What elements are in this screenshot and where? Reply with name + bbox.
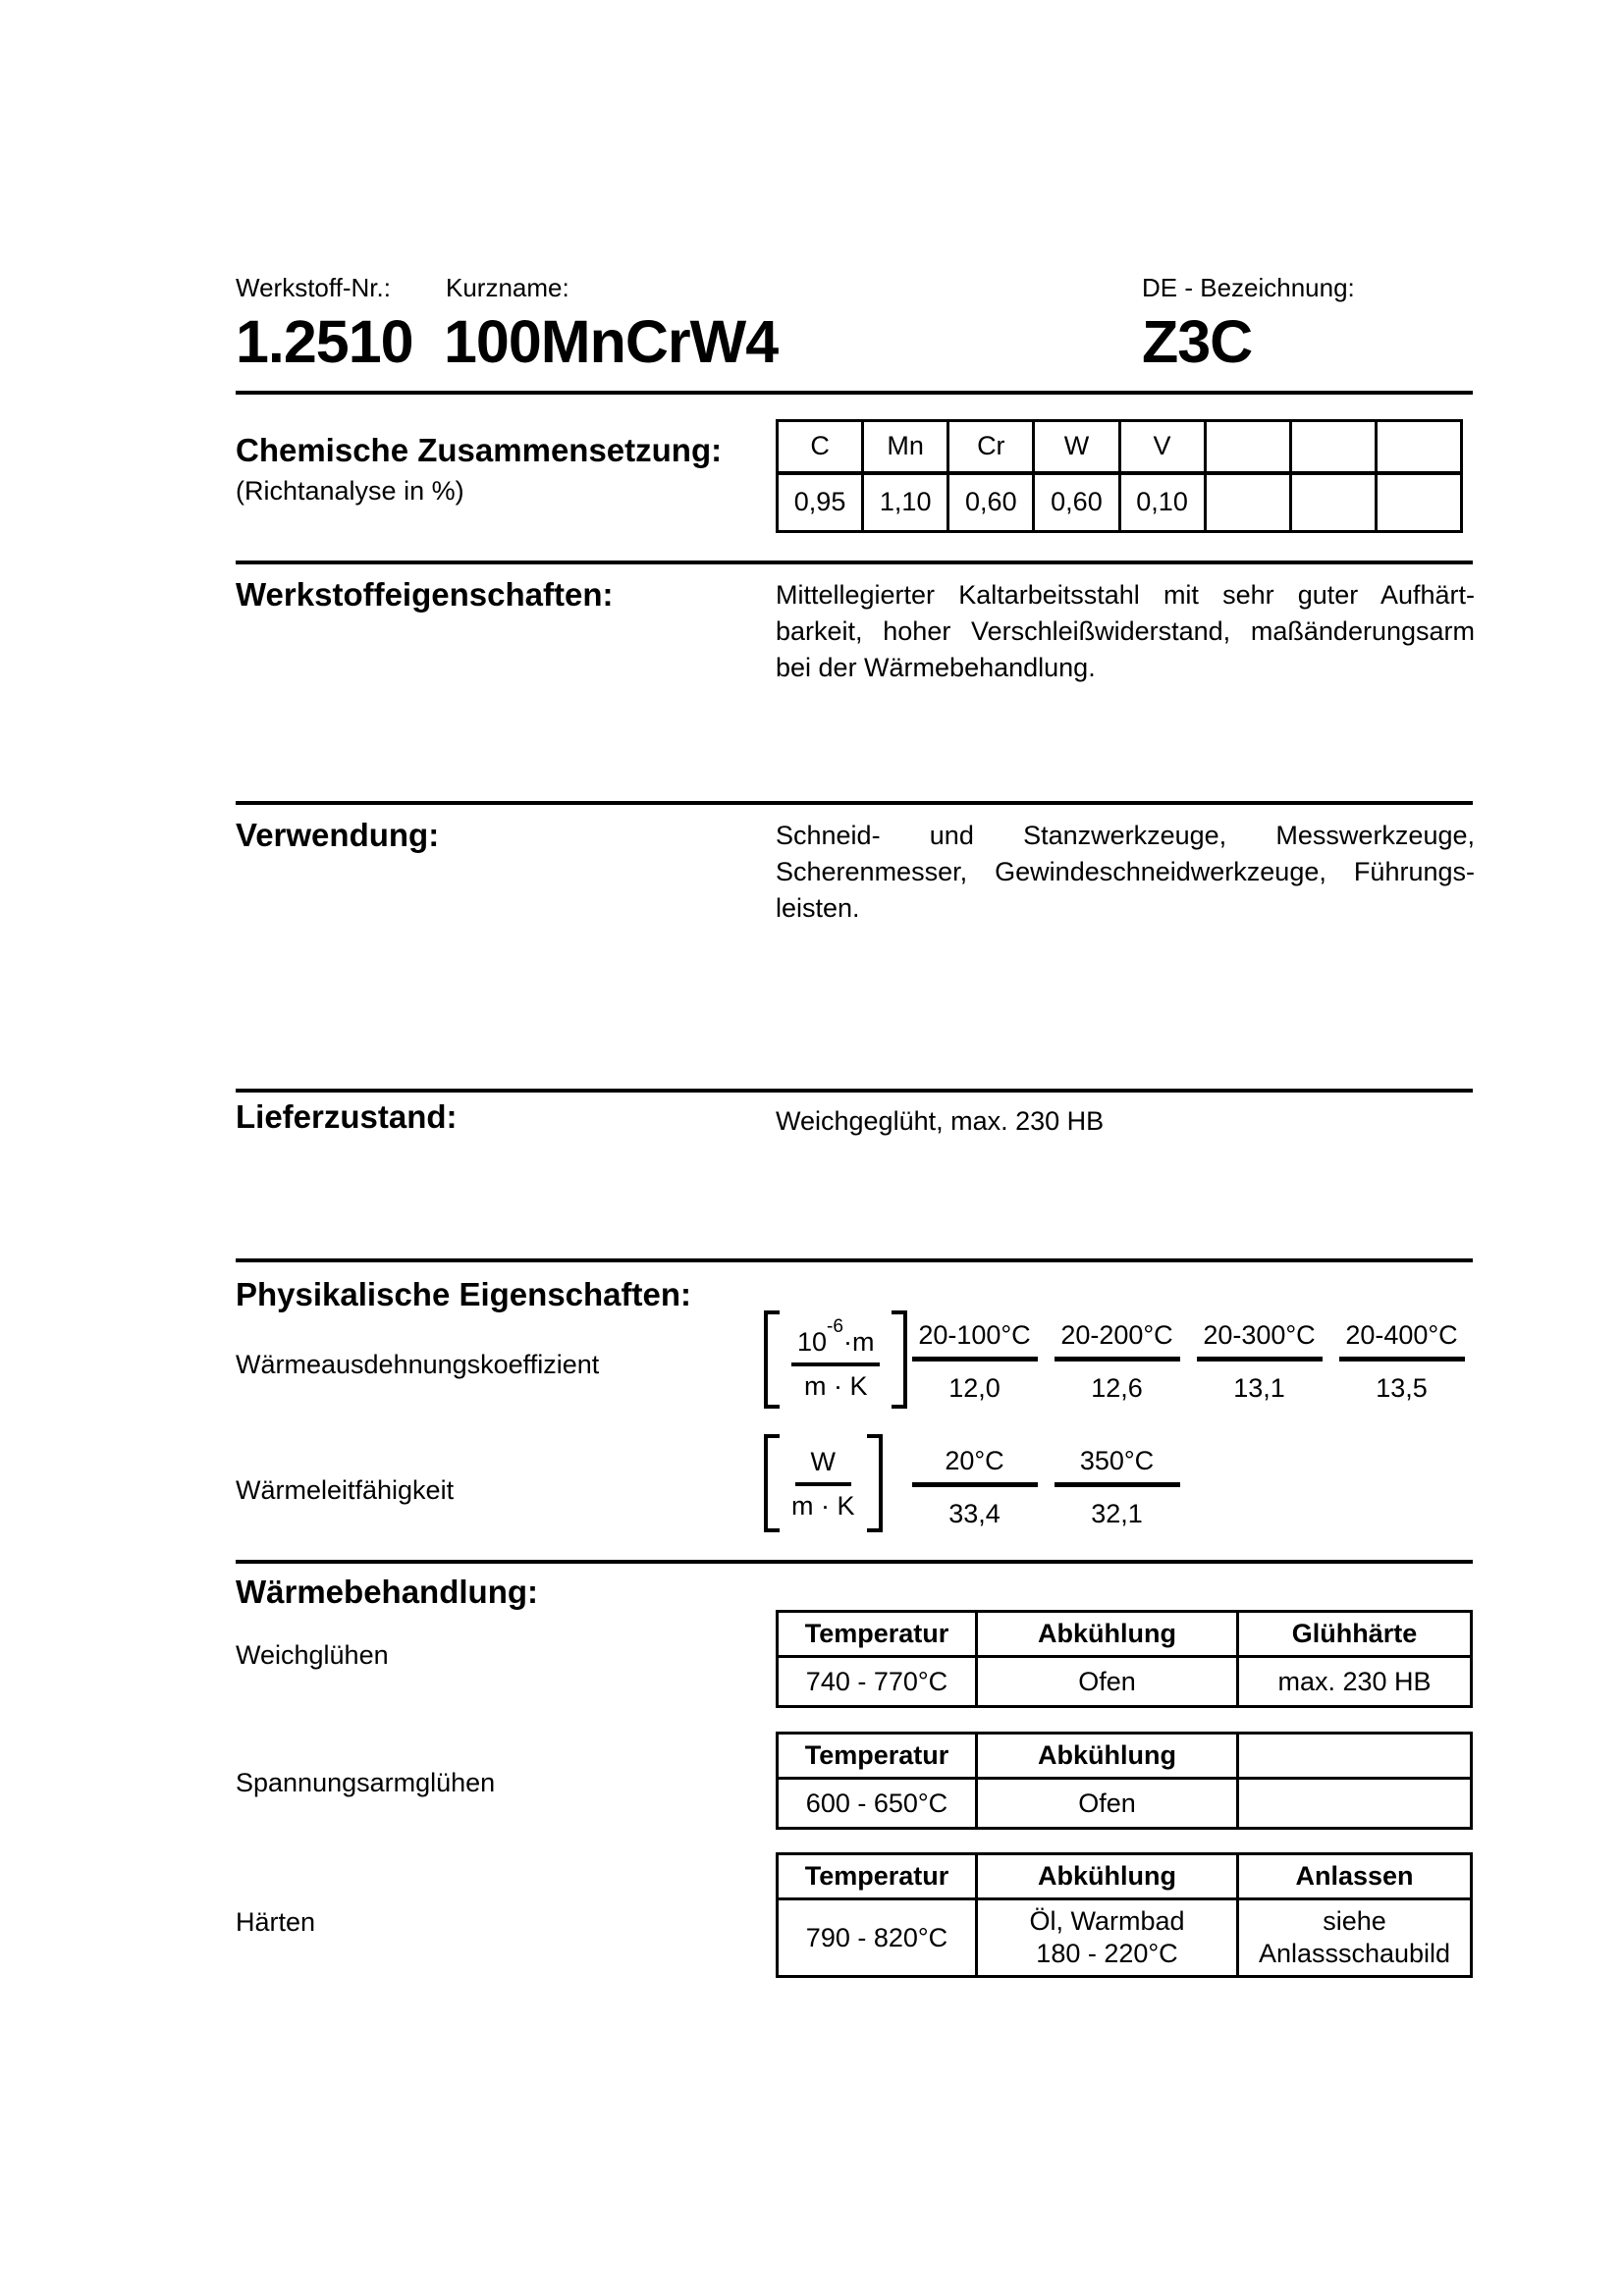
werkstoff-nr-label: Werkstoff-Nr.: [236, 273, 391, 302]
heat-value-cell: Ofen [977, 1657, 1238, 1707]
chem-value-cell: 0,60 [1034, 473, 1119, 532]
usage-text-line: leisten. [776, 893, 860, 923]
heat-header-cell: Temperatur [778, 1612, 977, 1657]
heat-value-line: Öl, Warmbad [1029, 1906, 1185, 1936]
temp-range: 350°C [1079, 1446, 1155, 1475]
column-underline [1055, 1357, 1180, 1362]
kurzname-value: 100MnCrW4 [444, 308, 779, 375]
heat-header-cell: Temperatur [778, 1734, 977, 1779]
chem-header-cell: V [1119, 421, 1205, 473]
column-underline [912, 1357, 1038, 1362]
chemical-section-title: Chemische Zusammensetzung: [236, 432, 723, 468]
hardening-label: Härten [236, 1907, 316, 1937]
temp-range: 20°C [945, 1446, 1004, 1475]
heat-table-value-row [778, 1899, 1472, 1977]
coefficient-value: 13,5 [1376, 1373, 1428, 1403]
left-bracket [764, 1434, 780, 1532]
chem-header-cell: Mn [863, 421, 948, 473]
properties-text-line: Mittellegierter Kaltarbeitsstahl mit sehr guter Aufhärt- [776, 580, 1475, 610]
chem-value-cell: 0,95 [778, 473, 863, 532]
heat-table-header-row [778, 1612, 1472, 1657]
temp-column [1188, 1320, 1330, 1404]
unit-exponent: -6 [827, 1315, 843, 1337]
usage-text [776, 818, 1475, 927]
unit-fraction [780, 1434, 867, 1532]
chem-value-cell [1290, 473, 1376, 532]
heat-header-cell: Abkühlung [977, 1612, 1238, 1657]
chem-header-cell: Cr [948, 421, 1034, 473]
section-divider [236, 1089, 1473, 1093]
right-bracket [867, 1434, 883, 1532]
section-divider [236, 391, 1473, 395]
delivery-section-title: Lieferzustand: [236, 1098, 458, 1135]
thermal-conductivity-label: Wärmeleitfähigkeit [236, 1475, 455, 1505]
chem-value-cell: 0,60 [948, 473, 1034, 532]
unit-base: 10 [797, 1326, 828, 1357]
chem-value-cell [1205, 473, 1290, 532]
heat-header-cell: Abkühlung [977, 1734, 1238, 1779]
thermal-expansion-label: Wärmeausdehnungskoeffizient [236, 1350, 600, 1379]
temp-column [903, 1446, 1046, 1529]
column-underline [1055, 1482, 1180, 1487]
conductivity-value: 32,1 [1091, 1499, 1143, 1528]
heat-header-cell: Glühhärte [1238, 1612, 1472, 1657]
coefficient-value: 12,0 [948, 1373, 1001, 1403]
heat-value-cell: 600 - 650°C [778, 1779, 977, 1829]
chem-header-cell: W [1034, 421, 1119, 473]
hardening-table [776, 1852, 1473, 1978]
physical-section-title: Physikalische Eigenschaften: [236, 1276, 692, 1312]
chemical-composition-table [776, 419, 1463, 533]
annealing-table [776, 1610, 1473, 1708]
heat-table-value-row [778, 1779, 1472, 1829]
heat-header-cell: Abkühlung [977, 1854, 1238, 1899]
usage-section-title: Verwendung: [236, 817, 440, 853]
heat-value-cell: 740 - 770°C [778, 1657, 977, 1707]
properties-text-line: barkeit, hoher Verschleißwiderstand, maßänderungsarm [776, 616, 1475, 646]
temp-column [1330, 1320, 1473, 1404]
section-divider [236, 1560, 1473, 1564]
column-underline [1197, 1357, 1323, 1362]
properties-text [776, 577, 1475, 686]
properties-section-title: Werkstoffeigenschaften: [236, 576, 614, 613]
heat-value-cell: Ofen [977, 1779, 1238, 1829]
stress-relief-table [776, 1732, 1473, 1830]
coefficient-value: 13,1 [1233, 1373, 1285, 1403]
chem-header-row [778, 421, 1462, 473]
chem-header-cell: C [778, 421, 863, 473]
heat-value-cell [977, 1899, 1238, 1977]
heat-value-cell [1238, 1779, 1472, 1829]
temp-column [1046, 1446, 1188, 1529]
delivery-value: Weichgeglüht, max. 230 HB [776, 1106, 1105, 1136]
chem-header-cell [1290, 421, 1376, 473]
stress-relief-label: Spannungsarmglühen [236, 1768, 496, 1797]
usage-text-line: Schneid- und Stanzwerkzeuge, Messwerkzeuge, [776, 821, 1475, 850]
heat-section-title: Wärmebehandlung: [236, 1574, 539, 1610]
temp-range: 20-400°C [1345, 1320, 1458, 1350]
heat-table-header-row [778, 1854, 1472, 1899]
chem-value-cell: 1,10 [863, 473, 948, 532]
chem-value-cell: 0,10 [1119, 473, 1205, 532]
left-bracket [764, 1310, 780, 1409]
unit-numerator: W [795, 1445, 851, 1486]
heat-value-line: 180 - 220°C [1036, 1939, 1178, 1968]
thermal-conductivity-unit [764, 1434, 883, 1532]
de-bezeichnung-label: DE - Bezeichnung: [1142, 273, 1355, 302]
chem-value-cell [1376, 473, 1461, 532]
thermal-conductivity-values [903, 1446, 1188, 1529]
column-underline [1339, 1357, 1465, 1362]
temp-range: 20-200°C [1060, 1320, 1173, 1350]
heat-header-cell: Anlassen [1238, 1854, 1472, 1899]
properties-text-line: bei der Wärmebehandlung. [776, 653, 1096, 682]
temp-column [1046, 1320, 1188, 1404]
heat-table-header-row [778, 1734, 1472, 1779]
unit-denominator: m · K [791, 1491, 855, 1521]
thermal-expansion-unit [764, 1310, 907, 1409]
heat-value-cell: 790 - 820°C [778, 1899, 977, 1977]
chem-header-cell [1376, 421, 1461, 473]
werkstoff-nr-value: 1.2510 [236, 308, 413, 375]
annealing-label: Weichglühen [236, 1640, 389, 1670]
unit-rest: ·m [842, 1326, 875, 1357]
heat-header-cell: Temperatur [778, 1854, 977, 1899]
column-underline [912, 1482, 1038, 1487]
temp-range: 20-300°C [1203, 1320, 1316, 1350]
conductivity-value: 33,4 [948, 1499, 1001, 1528]
usage-text-line: Scherenmesser, Gewindeschneidwerkzeuge, Führungs- [776, 857, 1475, 886]
heat-value-cell: max. 230 HB [1238, 1657, 1472, 1707]
unit-fraction [780, 1310, 892, 1409]
kurzname-label: Kurzname: [446, 273, 569, 302]
section-divider [236, 561, 1473, 564]
section-divider [236, 1258, 1473, 1262]
heat-value-line: Anlassschaubild [1258, 1939, 1451, 1968]
de-bezeichnung-value: Z3C [1142, 308, 1253, 375]
thermal-expansion-values [903, 1320, 1473, 1404]
unit-denominator: m · K [803, 1370, 868, 1401]
temp-column [903, 1320, 1046, 1404]
heat-value-cell [1238, 1899, 1472, 1977]
section-divider [236, 801, 1473, 805]
heat-table-value-row [778, 1657, 1472, 1707]
heat-value-line: siehe [1323, 1906, 1386, 1936]
chem-header-cell [1205, 421, 1290, 473]
unit-numerator [791, 1315, 880, 1366]
chemical-section-subtitle: (Richtanalyse in %) [236, 476, 464, 506]
temp-range: 20-100°C [918, 1320, 1031, 1350]
chem-value-row [778, 473, 1462, 532]
heat-header-cell [1238, 1734, 1472, 1779]
coefficient-value: 12,6 [1091, 1373, 1143, 1403]
